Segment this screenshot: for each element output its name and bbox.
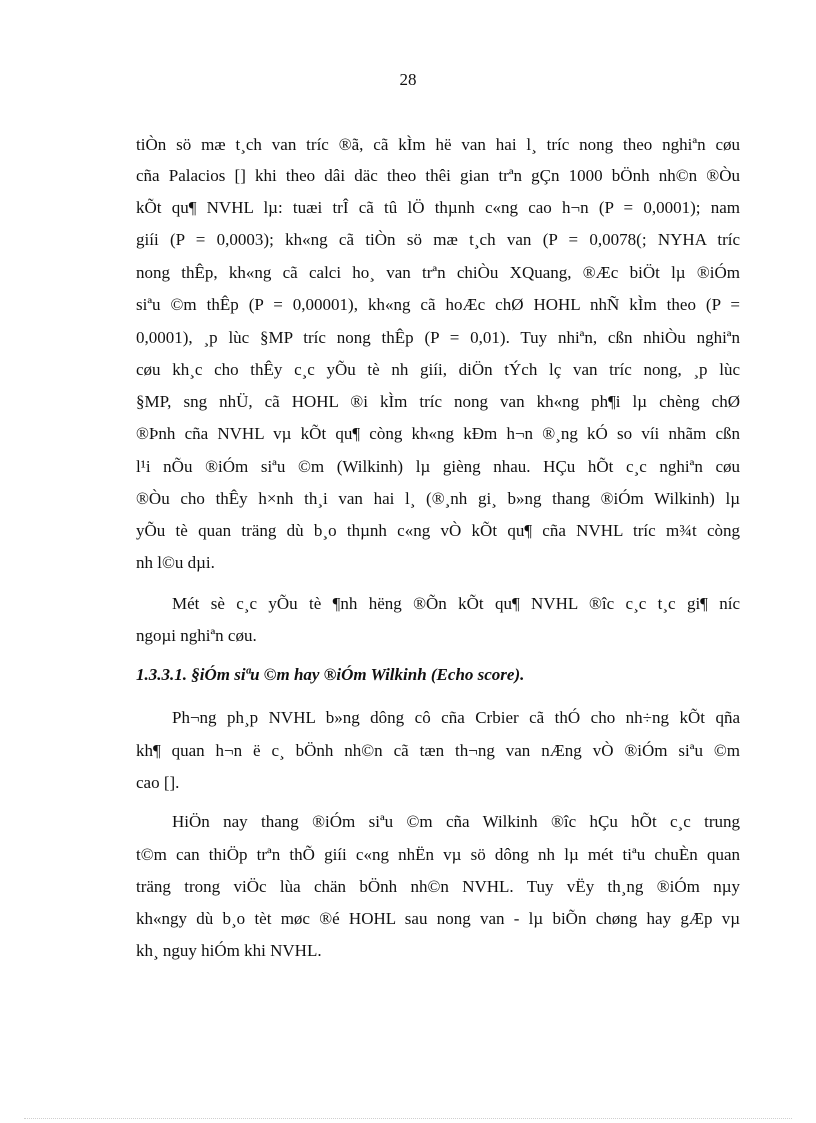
text-line: 0,0001), ¸p lùc §MP tríc nong thÊp (P = 0,01). Tuy nhiªn, cßn nhiÒu nghiªn	[136, 328, 740, 347]
text-line: kh«ngy dù b¸o tèt møc ®é HOHL sau nong van - lµ biÕn chøng hay gÆp vµ	[136, 909, 740, 928]
text-line: kh¸ nguy hiÓm khi NVHL.	[136, 941, 322, 960]
text-line: nh l©u dµi.	[136, 553, 215, 572]
text-line: kh¶ quan h¬n ë c¸ bÖnh nh©n cã tæn th¬ng van nÆng vÒ ®iÓm siªu ©m	[136, 741, 740, 760]
text-line: yÕu tè quan träng dù b¸o thµnh c«ng vÒ kÕt qu¶ cña NVHL tríc m¾t còng	[136, 521, 740, 540]
text-line: träng trong viÖc lùa chän bÖnh nh©n NVHL. Tuy vËy th¸ng ®iÓm nµy	[136, 877, 740, 896]
text-line: §MP, sng nhÜ, cã HOHL ®i kÌm tríc nong van kh«ng ph¶i lµ chèng chØ	[136, 392, 740, 411]
text-line: t©m can thiÖp trªn thÕ giíi c«ng nhËn vµ sö dông nh lµ mét tiªu chuÈn quan	[136, 845, 740, 864]
text-line: HiÖn nay thang ®iÓm siªu ©m cña Wilkinh ®îc hÇu hÕt c¸c trung	[172, 812, 740, 831]
section-heading: 1.3.3.1. §iÓm siªu ©m hay ®iÓm Wilkinh (Echo score).	[136, 665, 525, 684]
text-line: cña Palacios [] khi theo dâi däc theo thêi gian trªn gÇn 1000 bÖnh nh©n ®Òu	[136, 166, 740, 185]
footer-divider	[24, 1118, 792, 1119]
text-line: tiÒn sö mæ t¸ch van tríc ®ã, cã kÌm hë van hai l¸ tríc nong theo nghiªn cøu	[136, 135, 740, 154]
text-line: siªu ©m thÊp (P = 0,00001), kh«ng cã hoÆc chØ HOHL nhÑ kÌm theo (P =	[136, 295, 740, 314]
text-line: Mét sè c¸c yÕu tè ¶nh hëng ®Õn kÕt qu¶ NVHL ®îc c¸c t¸c gi¶ níc	[172, 594, 740, 613]
text-line: ®Þnh cña NVHL vµ kÕt qu¶ còng kh«ng kÐm h¬n ®¸ng kÓ so víi nhãm cßn	[136, 424, 740, 443]
text-line: cao [].	[136, 773, 180, 792]
text-line: Ph¬ng ph¸p NVHL b»ng dông cô cña Crbier cã thÓ cho nh÷ng kÕt qña	[172, 708, 740, 727]
text-line: l¹i nÕu ®iÓm siªu ©m (Wilkinh) lµ gièng nhau. HÇu hÕt c¸c nghiªn cøu	[136, 457, 740, 476]
text-line: nong thÊp, kh«ng cã calci ho¸ van trªn chiÒu XQuang, ®Æc biÖt lµ ®iÓm	[136, 263, 740, 282]
text-line: giíi (P = 0,0003); kh«ng cã tiÒn sö mæ t¸ch van (P = 0,0078(; NYHA tríc	[136, 230, 740, 249]
text-line: kÕt qu¶ NVHL lµ: tuæi trÎ cã tû lÖ thµnh c«ng cao h¬n (P = 0,0001); nam	[136, 198, 740, 217]
text-line: cøu kh¸c cho thÊy c¸c yÕu tè nh giíi, diÖn tÝch lç van tríc nong, ¸p lùc	[136, 360, 740, 379]
text-line: ngoµi nghiªn cøu.	[136, 626, 257, 645]
page-number: 28	[399, 70, 417, 89]
text-line: ®Òu cho thÊy h×nh th¸i van hai l¸ (®¸nh gi¸ b»ng thang ®iÓm Wilkinh) lµ	[136, 489, 740, 508]
